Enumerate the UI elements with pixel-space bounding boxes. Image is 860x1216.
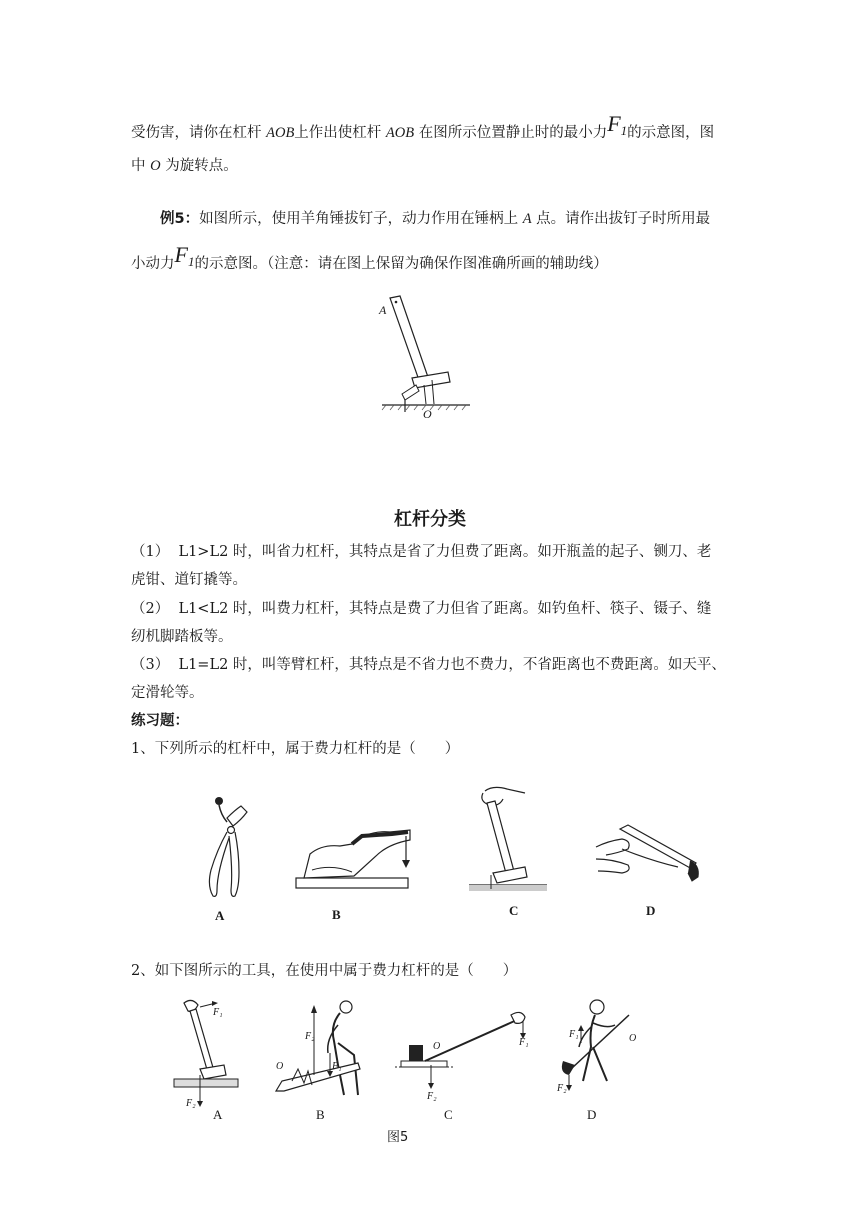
q1-option-b-figure: [292, 800, 417, 922]
q2-option-a-label: A: [213, 1107, 223, 1122]
example5-line-2: 小动力F1的示意图。（注意：请在图上保留为确保作图准确所画的辅助线）: [131, 242, 608, 272]
force-symbol: F: [607, 111, 621, 136]
q2-a-f2-label: F₂: [186, 1098, 196, 1109]
example5-line-1: 例5：如图所示，使用羊角锤拔钉子，动力作用在锤柄上 A 点。请作出拔钉子时所用最: [160, 211, 711, 227]
point-a-label: A: [379, 303, 387, 317]
question-2-text: 2、如下图所示的工具，在使用中属于费力杠杆的是（ ）: [131, 963, 518, 979]
q2-a-f1-label: F₁: [213, 1007, 223, 1018]
point-o-label: O: [423, 407, 432, 421]
q2-c-f2-label: F₂: [427, 1091, 437, 1102]
exercises-heading: 练习题：: [131, 713, 189, 729]
q2-b-o-label: O: [276, 1061, 284, 1072]
q1-option-c-label: C: [509, 903, 519, 918]
section-title: 杠杆分类: [394, 509, 466, 530]
example5-label: 例5：: [160, 211, 200, 227]
q2-d-f2-label: F₂: [557, 1083, 567, 1094]
aob-label: AOB: [266, 125, 295, 141]
q2-option-b-label: B: [316, 1107, 325, 1122]
class-item-3-line-2: 定滑轮等。: [131, 685, 204, 701]
question-1-text: 1、下列所示的杠杆中，属于费力杠杆的是（ ）: [131, 741, 460, 757]
paragraph-line-2: 中 O 为旋转点。: [131, 158, 238, 174]
q2-option-d-figure: [555, 995, 645, 1122]
figure-caption: 图5: [387, 1130, 409, 1145]
q1-option-c-figure: [463, 785, 553, 918]
q2-option-a-figure: [170, 995, 245, 1122]
q1-option-d-label: D: [646, 903, 656, 918]
q2-c-f1-label: F₁: [519, 1037, 529, 1048]
claw-hammer-figure: [372, 292, 482, 422]
q1-option-b-label: B: [332, 907, 341, 922]
aob-label: AOB: [385, 125, 415, 141]
class-item-1-line-2: 虎钳、道钉撬等。: [131, 572, 247, 588]
q1-option-a-label: A: [215, 908, 225, 923]
q2-d-o-label: O: [629, 1033, 637, 1044]
q2-c-o-label: O: [433, 1041, 441, 1052]
q2-option-c-figure: [395, 1005, 535, 1122]
force-symbol: F: [174, 242, 188, 267]
q1-option-d-figure: [592, 815, 712, 918]
class-item-3-line-1: （3） L1=L2 时，叫等臂杠杆，其特点是不省力也不费力，不省距离也不费距离。如天平、: [131, 657, 726, 673]
q2-b-f2-label: F₂: [305, 1031, 315, 1042]
class-item-2-line-2: 纫机脚踏板等。: [131, 629, 233, 645]
q2-option-b-figure: [268, 995, 378, 1122]
q2-d-f1-label: F₁: [569, 1029, 579, 1040]
q2-option-d-label: D: [587, 1107, 597, 1122]
paragraph-line-1: 受伤害，请你在杠杆 AOB上作出使杠杆 AOB 在图所示位置静止时的最小力F1的示意图，图: [131, 111, 715, 141]
q1-option-a-figure: [195, 790, 265, 923]
q2-b-f1-label: F₁: [332, 1061, 342, 1072]
class-item-1-line-1: （1） L1>L2 时，叫省力杠杆，其特点是省了力但费了距离。如开瓶盖的起子、铡刀、老: [131, 544, 712, 560]
class-item-2-line-1: （2） L1<L2 时，叫费力杠杆，其特点是费了力但省了距离。如钓鱼杆、筷子、镊子、缝: [131, 601, 712, 617]
q2-option-c-label: C: [444, 1107, 453, 1122]
